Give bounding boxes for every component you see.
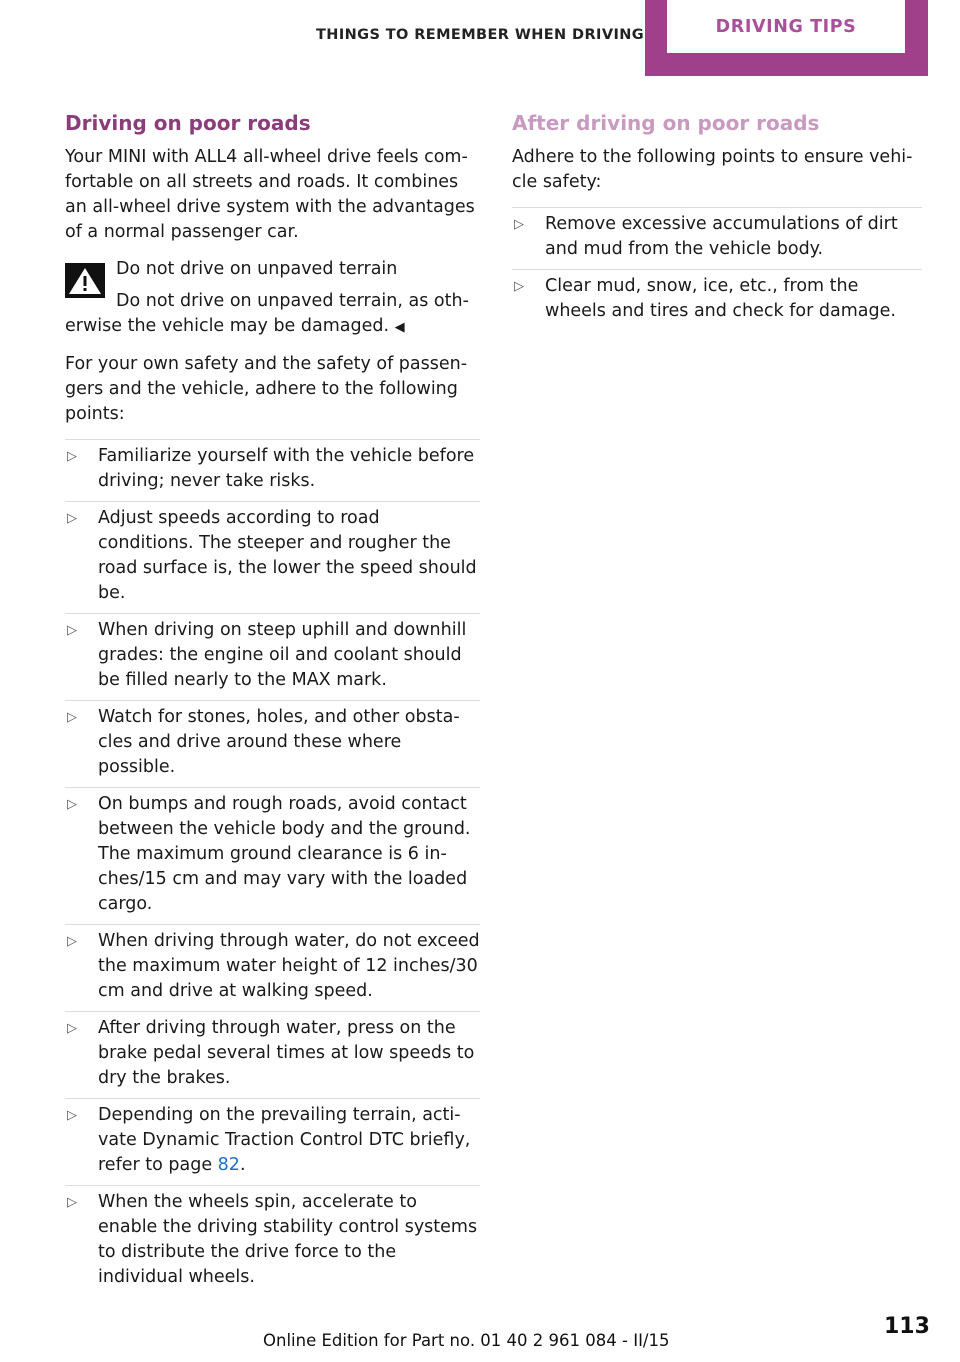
list-item-text: Remove excessive accumulations of dirt and mud from the vehicle body. (545, 214, 898, 259)
footer-edition-text: Online Edition for Part no. 01 40 2 961 084 - II/15 (263, 1331, 670, 1350)
bullet-triangle-icon: ▷ (67, 934, 77, 949)
list-item-text: When driving through water, do not exceed the maximum water height of 12 inches/30 cm and drive at walking speed. (98, 931, 480, 1001)
list-item (65, 1098, 480, 1185)
end-mark-icon: ◀ (394, 320, 405, 335)
left-column (65, 108, 480, 1297)
bullet-triangle-icon: ▷ (67, 623, 77, 638)
after-intro-paragraph: Adhere to the following points to ensure vehicle safety: (512, 147, 913, 192)
header-tab-inner (667, 0, 905, 53)
bullet-triangle-icon: ▷ (67, 797, 77, 812)
list-item (65, 613, 480, 700)
list-item (65, 501, 480, 613)
list-item-text-end: . (239, 1155, 246, 1175)
list-item (512, 269, 922, 331)
list-item-text: After driving through water, press on the brake pedal several times at low speeds to dry the brakes. (98, 1018, 475, 1088)
section-heading-after-poor-roads: After driving on poor roads (512, 111, 820, 135)
bullet-triangle-icon: ▷ (67, 1021, 77, 1036)
section-heading-poor-roads: Driving on poor roads (65, 111, 311, 135)
list-item-text: Adjust speeds according to road conditions. The steeper and rougher the road surface is, the lower the speed should be. (98, 508, 477, 603)
list-item (65, 924, 480, 1011)
safety-intro-paragraph: For your own safety and the safety of passengers and the vehicle, adhere to the following points: (65, 354, 468, 424)
header-section-title: THINGS TO REMEMBER WHEN DRIVING (316, 27, 645, 43)
header-tab (645, 0, 928, 76)
intro-paragraph: Your MINI with ALL4 all-wheel drive feels comfortable on all streets and roads. It combines an all-wheel drive system with the advantages of a normal passenger car. (65, 147, 475, 242)
warning-title: Do not drive on unpaved terrain (116, 259, 398, 279)
list-item-text: When driving on steep uphill and downhill grades: the engine oil and coolant should be filled nearly to the MAX mark. (98, 620, 467, 690)
safety-bullet-list (65, 439, 480, 1297)
after-bullet-list (512, 207, 922, 331)
bullet-triangle-icon: ▷ (67, 449, 77, 464)
warning-text (65, 289, 480, 340)
bullet-triangle-icon: ▷ (67, 710, 77, 725)
header-tab-label: DRIVING TIPS (715, 16, 857, 37)
list-item (65, 439, 480, 501)
right-column (512, 108, 922, 331)
list-item-text: Familiarize yourself with the vehicle before driving; never take risks. (98, 446, 475, 491)
bullet-triangle-icon: ▷ (67, 1195, 77, 1210)
bullet-triangle-icon: ▷ (67, 1108, 77, 1123)
list-item-text: Depending on the prevailing terrain, activate Dynamic Traction Control DTC briefly, refer to page (98, 1105, 471, 1175)
list-item-text: When the wheels spin, accelerate to enable the driving stability control systems to distribute the drive force to the individual wheels. (98, 1192, 478, 1287)
warning-triangle-icon (65, 263, 105, 298)
list-item (65, 787, 480, 924)
list-item-text: On bumps and rough roads, avoid contact between the vehicle body and the ground. The maximum ground clearance is 6 inches/15 cm and may vary with the loaded cargo. (98, 794, 471, 914)
bullet-triangle-icon: ▷ (514, 217, 524, 232)
list-item (512, 207, 922, 269)
bullet-triangle-icon: ▷ (67, 511, 77, 526)
bullet-triangle-icon: ▷ (514, 279, 524, 294)
list-item (65, 700, 480, 787)
list-item-text: Clear mud, snow, ice, etc., from the wheels and tires and check for damage. (545, 276, 896, 321)
list-item (65, 1011, 480, 1098)
page-number: 113 (884, 1314, 930, 1339)
list-item (65, 1185, 480, 1297)
page-reference-link[interactable]: 82 (217, 1155, 240, 1175)
warning-text-body: Do not drive on unpaved terrain, as otherwise the vehicle may be damaged. (65, 291, 469, 336)
warning-block (65, 257, 480, 340)
list-item-text: Watch for stones, holes, and other obstacles and drive around these where possible. (98, 707, 460, 777)
